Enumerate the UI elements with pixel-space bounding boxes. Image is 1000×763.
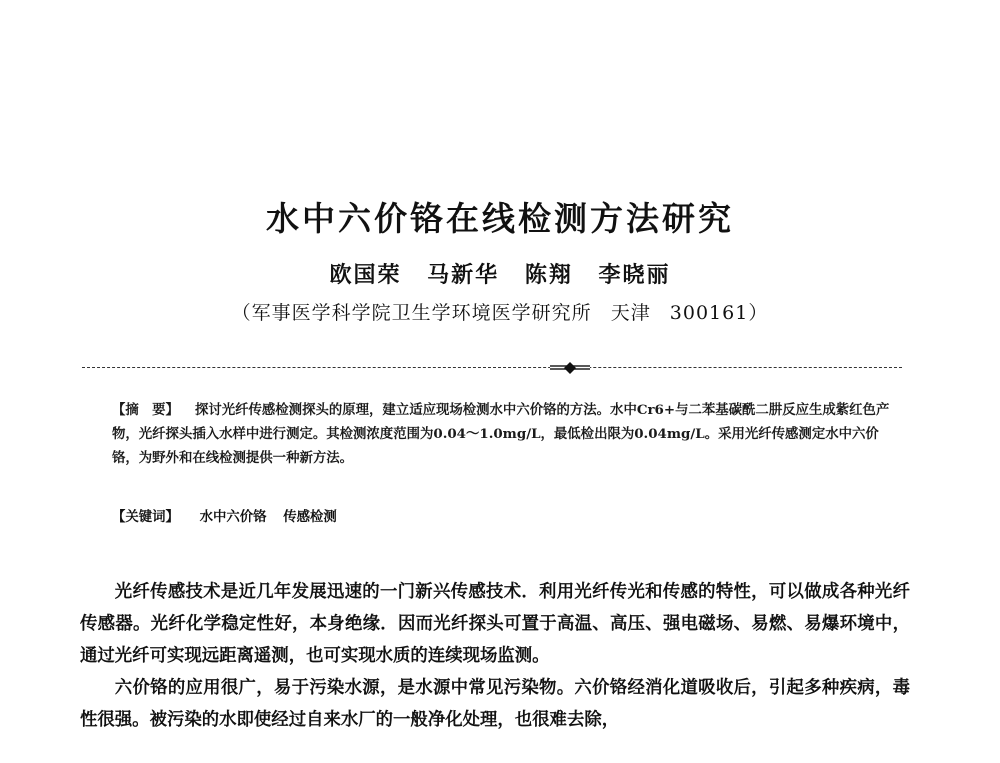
paper-title: 水中六价铬在线检测方法研究 — [266, 199, 734, 238]
affiliation-city: 天津 — [610, 302, 651, 324]
keywords — [112, 506, 892, 525]
keyword: 水中六价铬 — [199, 509, 267, 525]
diamond-ornament-icon — [550, 362, 590, 374]
author-name: 陈翔 — [524, 262, 573, 288]
keywords-label: 【关键词】 — [112, 509, 179, 525]
body-text — [80, 576, 910, 736]
divider-line — [82, 367, 902, 368]
author-name: 马新华 — [427, 262, 500, 288]
section-divider — [82, 362, 902, 374]
abstract-label: 【摘 要】 — [112, 402, 179, 418]
body-paragraph: 光纤传感技术是近几年发展迅速的一门新兴传感技术．利用光纤传光和传感的特性，可以做成各种光纤传感器。光纤化学稳定性好，本身绝缘．因而光纤探头可置于高温、高压、强电磁场、易燃、易爆环境中，通过光纤可实现远距离遥测，也可实现水质的连续现场监测。 — [80, 582, 910, 666]
abstract — [112, 398, 892, 470]
body-paragraph: 六价铬的应用很广，易于污染水源，是水源中常见污染物。六价铬经消化道吸收后，引起多种疾病，毒性很强。被污染的水即使经过自来水厂的一般净化处理，也很难去除， — [80, 678, 910, 730]
author-list — [0, 258, 1000, 289]
author-name: 欧国荣 — [329, 262, 402, 288]
author-name: 李晓丽 — [598, 262, 671, 288]
affiliation — [0, 298, 1000, 325]
abstract-text: 探讨光纤传感检测探头的原理，建立适应现场检测水中六价铬的方法。水中Cr6+与二苯基碳酰二肼反应生成紫红色产物，光纤探头插入水样中进行测定。其检测浓度范围为0.04～1.0mg/L，最低检出限为0.04mg/L。采用光纤传感测定水中六价铬，为野外和在线检测提供一种新方法。 — [112, 402, 890, 466]
affiliation-org: （军事医学科学院卫生学环境医学研究所 — [231, 302, 592, 324]
affiliation-postcode: 300161） — [669, 302, 769, 324]
keyword: 传感检测 — [283, 509, 337, 525]
